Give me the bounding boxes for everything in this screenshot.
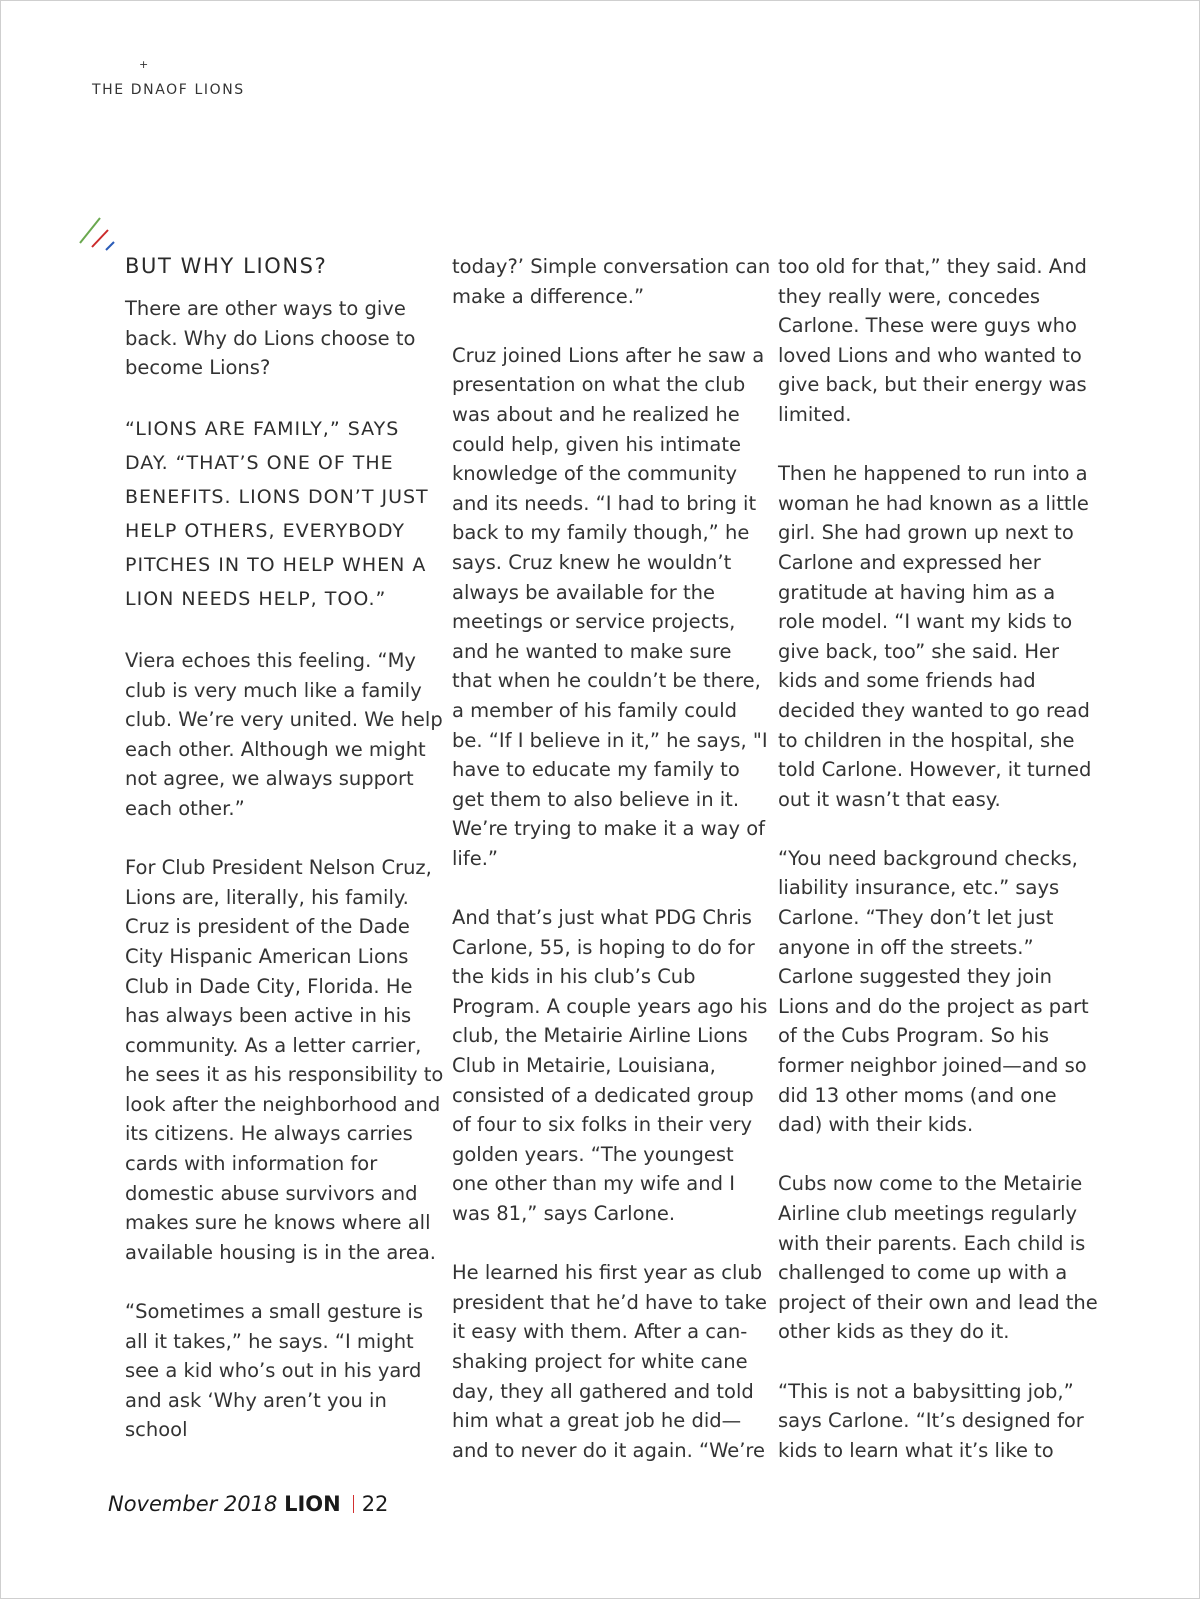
- paragraph: “This is not a babysitting job,” says Carlone. “It’s designed for kids to learn what it’s like to: [778, 1379, 1084, 1462]
- paragraph: Cubs now come to the Metairie Airline club meetings regularly with their parents. Each child is challenged to come up with a project of their own and lead the other kids as they do it.: [778, 1172, 1098, 1344]
- paragraph: “You need background checks, liability insurance, etc.” says Carlone. “They don’t let just anyone in off the streets.” Carlone suggested they join Lions and do the project as part of the Cubs Program. So his former neighbor joined—and so did 13 other moms (and one dad) with their kids.: [778, 846, 1089, 1137]
- green-slash: [80, 218, 100, 243]
- issue-date: November 2018: [108, 1492, 278, 1516]
- paragraph: For Club President Nelson Cruz, Lions are, literally, his family. Cruz is president of the Dade City Hispanic American Lions Club in Dade City, Florida. He has always been active in his community. As a letter carrier, he sees it as his responsibility to look after the neighborhood and its citizens. He always carries cards with information for domestic abuse survivors and makes sure he knows where all available housing is in the area.: [125, 856, 444, 1264]
- paragraph: today?’ Simple conversation can make a difference.”: [452, 255, 771, 308]
- paragraph: too old for that,” they said. And they really were, concedes Carlone. These were guys who loved Lions and who wanted to give back, but their energy was limited.: [778, 255, 1087, 426]
- red-slash: [92, 230, 108, 247]
- pull-quote: “LIONS ARE FAMILY,” SAYS DAY. “THAT’S ONE OF THE BENEFITS. LIONS DON’T JUST HELP OTHERS, EVERYBODY PITCHES IN TO HELP WHEN A LION NEEDS HELP, TOO.”: [125, 418, 429, 611]
- plus-icon: +: [139, 58, 149, 71]
- page-number: 22: [361, 1492, 389, 1516]
- section-header: [92, 58, 245, 98]
- page-footer: [108, 1492, 388, 1516]
- intro-paragraph: There are other ways to give back. Why do Lions choose to become Lions?: [125, 297, 416, 380]
- column-3: [778, 252, 1098, 1495]
- paragraph: Viera echoes this feeling. “My club is very much like a family club. We’re very united. We help each other. Although we might not agree, we always support each other.”: [125, 648, 443, 820]
- magazine-name: LION: [284, 1492, 341, 1516]
- column-1: [125, 294, 445, 1475]
- paragraph: He learned his first year as club president that he’d have to take it easy with them. After a can-shaking project for white cane day, they all gathered and told him what a great job he did— and to never do it again. “We’re: [452, 1261, 768, 1462]
- column-2: [452, 252, 772, 1495]
- paragraph: Then he happened to run into a woman he had known as a little girl. She had grown up next to Carlone and expressed her gratitude at having him as a role model. “I want my kids to give back, too” she said. Her kids and some friends had decided they wanted to go read to children in the hospital, she told Carlone. However, it turned out it wasn’t that easy.: [778, 462, 1092, 811]
- paragraph: And that’s just what PDG Chris Carlone, 55, is hoping to do for the kids in his club’s Cub Program. A couple years ago his club, the Metairie Airline Lions Club in Metairie, Louisiana, consisted of a dedicated group of four to six folks in their very golden years. “The youngest one other than my wife and I was 81,” says Carlone.: [452, 906, 768, 1225]
- section-heading: BUT WHY LIONS?: [125, 254, 328, 278]
- paragraph: Cruz joined Lions after he saw a presentation on what the club was about and he realized he could help, given his intimate knowledge of the community and its needs. “I had to bring it back to my family though,” he says. Cruz knew he wouldn’t always be available for the meetings or service projects, and he wanted to make sure that when he couldn’t be there, a member of his family could be. “If I believe in it,” he says, "I have to educate my family to get them to also believe in it. We’re trying to make it a way of life.”: [452, 343, 768, 870]
- section-label: THE DNAOF LIONS: [92, 82, 245, 98]
- footer-divider: [353, 1495, 354, 1513]
- accent-slashes-icon: [78, 216, 118, 256]
- paragraph: “Sometimes a small gesture is all it takes,” he says. “I might see a kid who’s out in his yard and ask ‘Why aren’t you in school: [125, 1300, 424, 1442]
- blue-slash: [106, 242, 114, 250]
